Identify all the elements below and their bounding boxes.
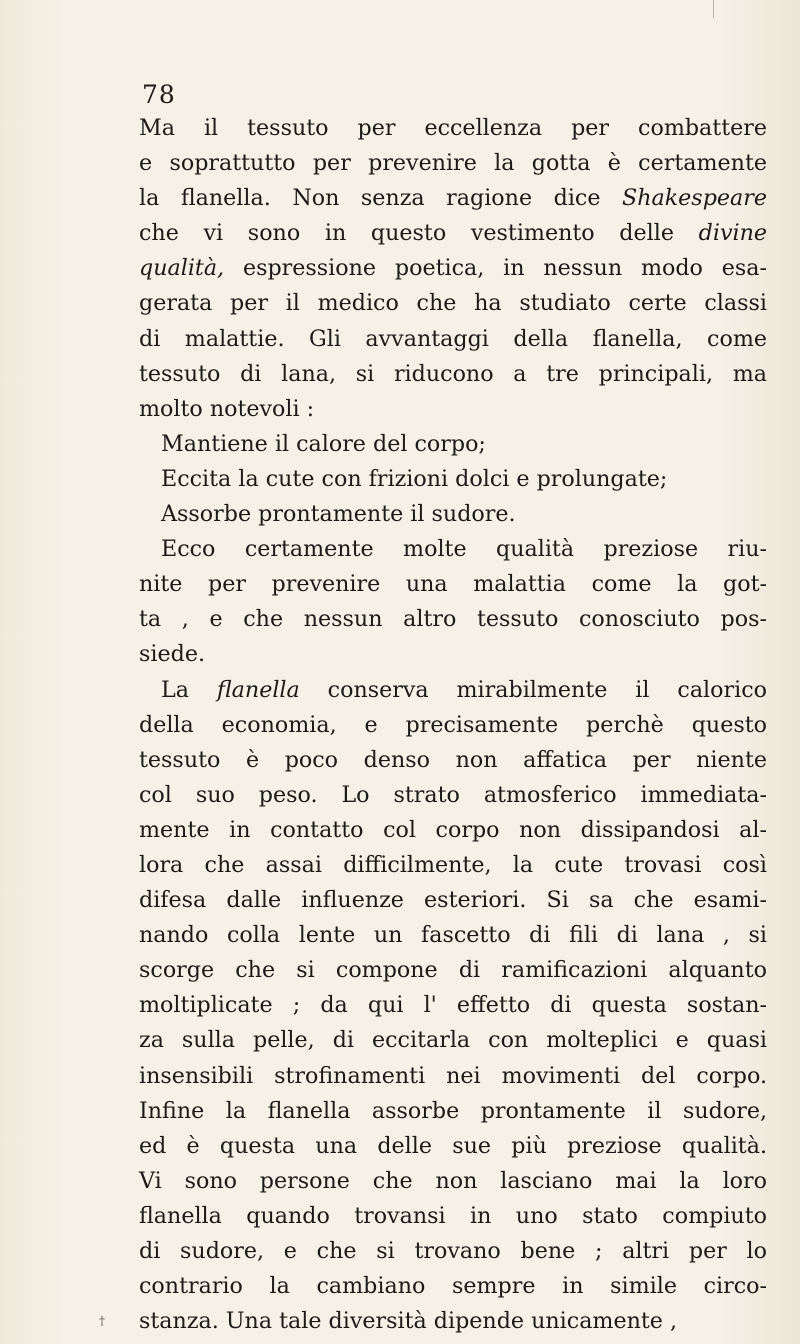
text-line [139, 1059, 767, 1094]
line-text: col suo peso. Lo strato atmosferico immediata- [139, 781, 767, 808]
text-line [139, 1269, 767, 1304]
text-line [139, 1129, 767, 1164]
text-line [139, 637, 767, 672]
text-line [139, 1304, 767, 1339]
text-line [139, 357, 767, 392]
italic-text: flanella [216, 676, 300, 703]
line-text: Mantiene il calore del corpo; [161, 430, 486, 457]
line-text: flanella quando trovansi in uno stato compiuto [139, 1202, 767, 1229]
line-text: di malattie. Gli avvantaggi della flanella, come [139, 325, 767, 352]
text-line [139, 567, 767, 602]
line-text: lora che assai difficilmente, la cute trovasi così [139, 851, 767, 878]
text-line [139, 286, 767, 321]
line-text: nando colla lente un fascetto di fili di lana , si [139, 922, 767, 949]
text-line [139, 743, 767, 778]
text-line [139, 883, 767, 918]
line-text: e soprattutto per prevenire la gotta è certamente [139, 150, 767, 177]
line-text: espressione poetica, in nessun modo esa- [224, 255, 767, 282]
line-text: contrario la cambiano sempre in simile circo- [139, 1273, 767, 1300]
line-text: ed è questa una delle sue più preziose qualità. [139, 1132, 767, 1159]
line-text: Eccita la cute con frizioni dolci e prolungate; [161, 465, 668, 492]
text-line [139, 918, 767, 953]
line-text: la flanella. Non senza ragione dice [139, 185, 623, 212]
text-line [139, 988, 767, 1023]
line-text: difesa dalle influenze esteriori. Si sa che esami- [139, 887, 767, 914]
corner-mark: † [99, 1314, 105, 1328]
italic-text: divine [698, 220, 767, 247]
line-text: stanza. Una tale diversità dipende unicamente , [139, 1308, 678, 1335]
text-line [139, 111, 767, 146]
italic-text: Shakespeare [622, 185, 767, 212]
body-text [139, 111, 767, 1339]
text-line [139, 1199, 767, 1234]
line-text: Ma il tessuto per eccellenza per combattere [139, 115, 767, 141]
line-text: molto notevoli : [139, 395, 315, 422]
line-text: insensibili strofinamenti nei movimenti del corpo. [139, 1062, 767, 1089]
line-text: che vi sono in questo vestimento delle [139, 220, 699, 247]
text-line [139, 322, 767, 357]
text-line [139, 251, 767, 286]
line-text: La [161, 676, 217, 703]
line-text: ta , e che nessun altro tessuto conosciuto pos- [139, 606, 767, 633]
italic-text: qualità, [139, 255, 225, 282]
text-line [139, 532, 767, 567]
text-line [139, 427, 767, 462]
text-line [139, 813, 767, 848]
text-line [139, 1023, 767, 1058]
line-text: tessuto di lana, si riducono a tre principali, ma [139, 360, 767, 387]
page-number: 78 [142, 80, 176, 109]
text-line [139, 602, 767, 637]
line-text: scorge che si compone di ramificazioni alquanto [139, 957, 767, 984]
line-text: za sulla pelle, di eccitarla con molteplici e quasi [139, 1027, 767, 1054]
text-line [139, 848, 767, 883]
line-text: della economia, e precisamente perchè questo [139, 711, 767, 738]
text-line [139, 1234, 767, 1269]
text-line [139, 497, 767, 532]
text-line [139, 1094, 767, 1129]
line-text: siede. [139, 641, 205, 668]
line-text: Vi sono persone che non lasciano mai la loro [139, 1167, 767, 1194]
line-text: mente in contatto col corpo non dissipandosi al- [139, 816, 767, 843]
line-text: gerata per il medico che ha studiato certe classi [139, 290, 767, 317]
line-text: Ecco certamente molte qualità preziose riu- [161, 536, 767, 563]
text-line [139, 778, 767, 813]
page-edge-mark [713, 0, 714, 18]
line-text: Infine la flanella assorbe prontamente il sudore, [139, 1097, 767, 1124]
line-text: conserva mirabilmente il calorico [299, 676, 767, 703]
text-line [139, 708, 767, 743]
text-line [139, 953, 767, 988]
text-line [139, 1164, 767, 1199]
line-text: di sudore, e che si trovano bene ; altri per lo [139, 1238, 767, 1264]
text-line [139, 392, 767, 427]
text-line [139, 673, 767, 708]
line-text: tessuto è poco denso non affatica per niente [139, 746, 767, 773]
text-line [139, 146, 767, 181]
text-line [139, 462, 767, 497]
line-text: nite per prevenire una malattia come la got- [139, 571, 767, 598]
text-line [139, 181, 767, 216]
line-text: Assorbe prontamente il sudore. [161, 501, 516, 528]
text-line [139, 216, 767, 251]
line-text: moltiplicate ; da qui l' effetto di questa sostan- [139, 992, 767, 1019]
